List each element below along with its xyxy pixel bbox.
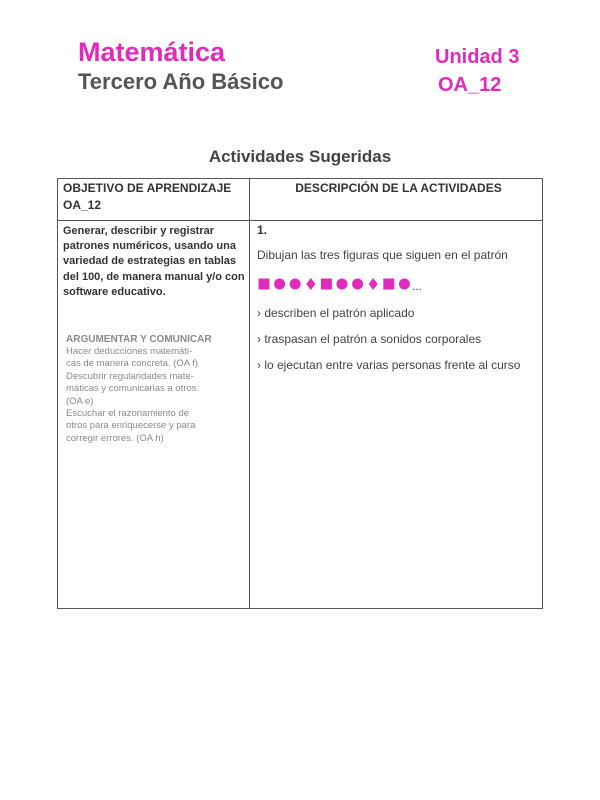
pattern-circle-shape bbox=[337, 279, 348, 290]
subject-title: Matemática bbox=[78, 37, 226, 67]
column-divider bbox=[249, 179, 250, 608]
skill-line: corregir errores. (OA h) bbox=[66, 432, 164, 444]
pattern-square-shape bbox=[259, 279, 270, 290]
unit-label: Unidad 3 bbox=[435, 46, 520, 68]
skill-box bbox=[66, 333, 246, 445]
activity-step: › lo ejecutan entre varias personas frente al curso bbox=[257, 358, 521, 372]
activity-step: › traspasan el patrón a sonidos corporales bbox=[257, 332, 482, 346]
pattern-square-shape bbox=[383, 279, 394, 290]
pattern-ellipsis: ... bbox=[412, 279, 423, 293]
header-divider bbox=[58, 220, 542, 221]
description-column-header: DESCRIPCIÓN DE LA ACTIVIDADES bbox=[295, 181, 502, 195]
activity-instruction: Dibujan las tres figuras que siguen en el patrón bbox=[257, 248, 508, 262]
skill-line: (OA e) bbox=[66, 395, 94, 407]
skill-line: Hacer deducciones matemáti- bbox=[66, 346, 193, 357]
section-heading: Actividades Sugeridas bbox=[208, 147, 392, 166]
pattern-diamond-shape bbox=[369, 278, 378, 290]
pattern-circle-shape bbox=[352, 279, 363, 290]
skill-line: cas de manera concreta. (OA f) bbox=[66, 358, 199, 370]
shape-pattern bbox=[258, 270, 428, 298]
grade-subtitle: Tercero Año Básico bbox=[78, 69, 284, 94]
skill-line: Descubrir regularidades mate- bbox=[66, 370, 194, 382]
activity-step: › describen el patrón aplicado bbox=[257, 306, 415, 320]
pattern-square-shape bbox=[321, 279, 332, 290]
pattern-circle-shape bbox=[274, 279, 285, 290]
activities-table bbox=[57, 178, 543, 609]
skill-title: ARGUMENTAR Y COMUNICAR bbox=[66, 334, 212, 345]
skill-line: otros para enriquecerse y para bbox=[66, 420, 196, 432]
pattern-diamond-shape bbox=[306, 278, 315, 290]
objective-column-header: OBJETIVO DE APRENDIZAJE OA_12 bbox=[63, 181, 232, 212]
pattern-circle-shape bbox=[399, 279, 410, 290]
pattern-circle-shape bbox=[290, 279, 301, 290]
learning-objective-text: Generar, describir y registrar patrones numéricos, usando una variedad de estrategias en tablas del 100, de manera manual y/o con software educativo. bbox=[63, 225, 245, 298]
activity-number: 1. bbox=[257, 223, 268, 237]
skill-line: Escuchar el razonamiento de bbox=[66, 408, 190, 420]
skill-line: máticas y comunicarlas a otros. bbox=[66, 383, 200, 395]
oa-label: OA_12 bbox=[438, 74, 502, 96]
